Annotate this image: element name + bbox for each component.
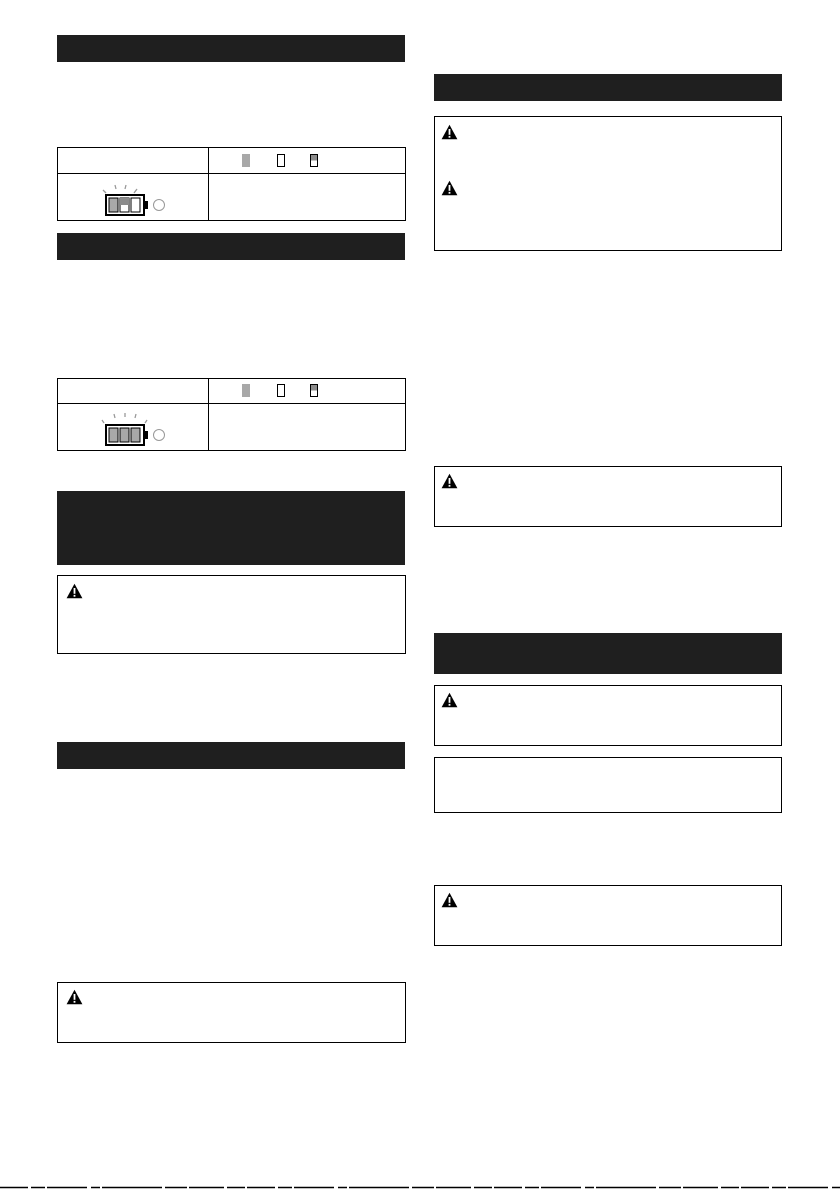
section-heading-bar xyxy=(57,233,405,260)
battery-indicator-table xyxy=(57,378,406,451)
half-segment-icon xyxy=(310,154,318,167)
warning-box xyxy=(434,466,782,527)
page-footer-line xyxy=(0,1183,840,1192)
battery-indicator-icon xyxy=(96,410,171,446)
full-segment-icon xyxy=(242,384,250,397)
warning-box xyxy=(57,575,406,654)
warning-icon xyxy=(441,124,458,140)
battery-indicator-icon xyxy=(96,181,171,216)
section-heading-bar xyxy=(434,74,782,101)
warning-box xyxy=(434,885,782,946)
warning-icon xyxy=(66,989,83,1005)
note-box xyxy=(434,757,782,813)
table-divider xyxy=(208,148,209,220)
empty-segment-icon xyxy=(277,154,285,167)
table-divider xyxy=(58,403,405,404)
warning-box xyxy=(434,685,782,746)
warning-icon xyxy=(441,180,458,196)
battery-indicator-table xyxy=(57,147,406,221)
full-segment-icon xyxy=(242,154,250,167)
warning-box xyxy=(57,982,406,1043)
section-heading-bar xyxy=(57,491,405,565)
table-divider xyxy=(58,173,405,174)
warning-icon xyxy=(441,473,458,489)
warning-icon xyxy=(441,892,458,908)
section-heading-bar xyxy=(434,633,782,674)
table-divider xyxy=(208,379,209,450)
empty-segment-icon xyxy=(277,384,285,397)
warning-box xyxy=(434,116,782,251)
warning-icon xyxy=(66,583,83,599)
section-heading-bar xyxy=(57,35,405,62)
half-segment-icon xyxy=(310,384,318,397)
warning-icon xyxy=(441,692,458,708)
section-heading-bar xyxy=(57,742,405,769)
